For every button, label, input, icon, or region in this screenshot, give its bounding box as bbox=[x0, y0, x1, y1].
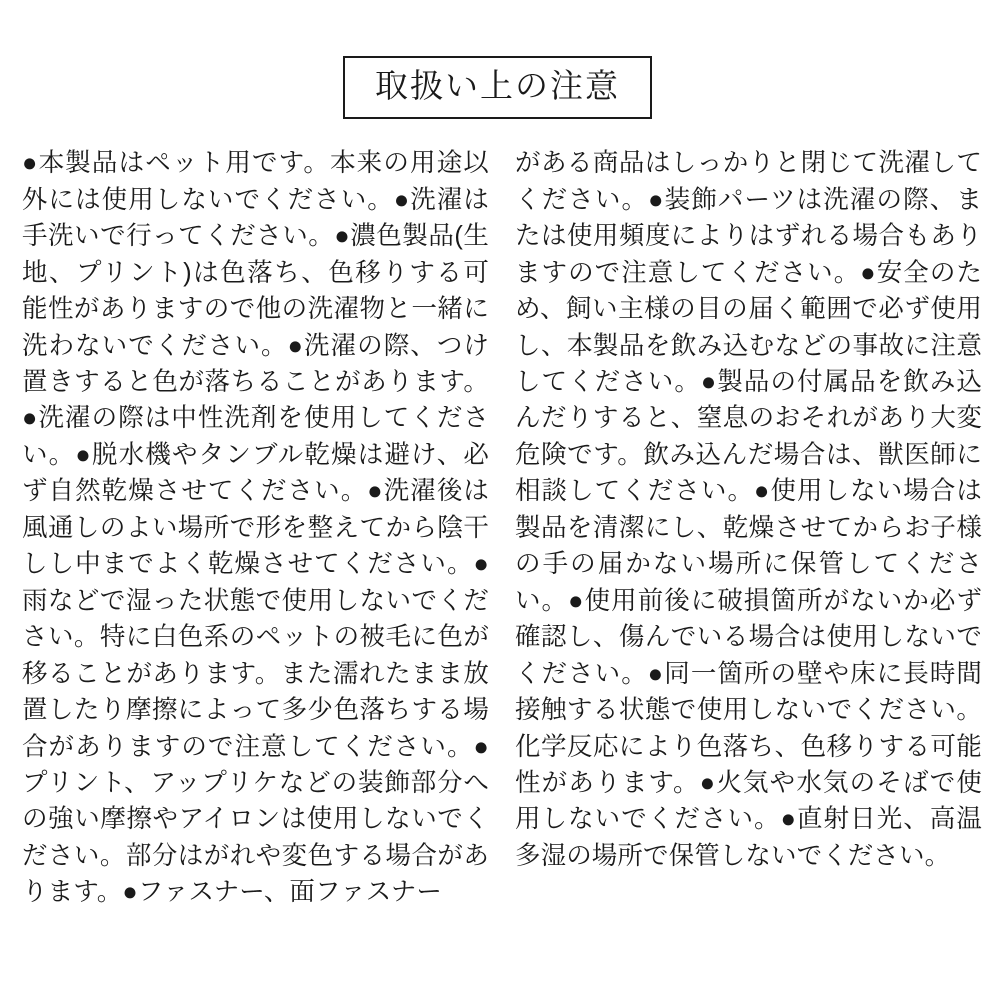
care-text-right: がある商品はしっかりと閉じて洗濯してください。●装飾パーツは洗濯の際、または使用頻度によりはずれる場合もありますので注意してください。●安全のため、飼い主様の目の届く範囲で必ず使用し、本製品を飲み込むなどの事故に注意してください。●製品の付属品を飲み込んだりすると、窒息のおそれがあり大変危険です。飲み込んだ場合は、獣医師に相談してください。●使用しない場合は製品を清潔にし、乾燥させてからお子様の手の届かない場所に保管してください。●使用前後に破損箇所がないか必ず確認し、傷んでいる場合は使用しないでください。●同一箇所の壁や床に長時間接触する状態で使用しないでください。化学反応により色落ち、色移りする可能性があります。●火気や水気のそばで使用しないでください。●直射日光、高温多湿の場所で保管しないでください。 bbox=[515, 149, 982, 870]
care-text-left: ●本製品はペット用です。本来の用途以外には使用しないでください。●洗濯は手洗いで行ってください。●濃色製品(生地、プリント)は色落ち、色移りする可能性がありますので他の洗濯物と一緒に洗わないでください。●洗濯の際、つけ置きすると色が落ちることがあります。●洗濯の際は中性洗剤を使用してください。●脱水機やタンブル乾燥は避け、必ず自然乾燥させてください。●洗濯後は風通しのよい場所で形を整えてから陰干しし中までよく乾燥させてください。●雨などで湿った状態で使用しないでください。特に白色系のペットの被毛に色が移ることがあります。また濡れたまま放置したり摩擦によって多少色落ちする場合がありますので注意してください。●プリント、アップリケなどの装飾部分への強い摩擦やアイロンは使用しないでください。部分はがれや変色する場合があります。●ファスナー、面ファスナー bbox=[22, 149, 489, 907]
column-right bbox=[515, 145, 982, 874]
column-left bbox=[22, 145, 489, 911]
title-container bbox=[22, 56, 973, 119]
page-title: 取扱い上の注意 bbox=[343, 56, 652, 119]
text-columns bbox=[22, 145, 982, 911]
